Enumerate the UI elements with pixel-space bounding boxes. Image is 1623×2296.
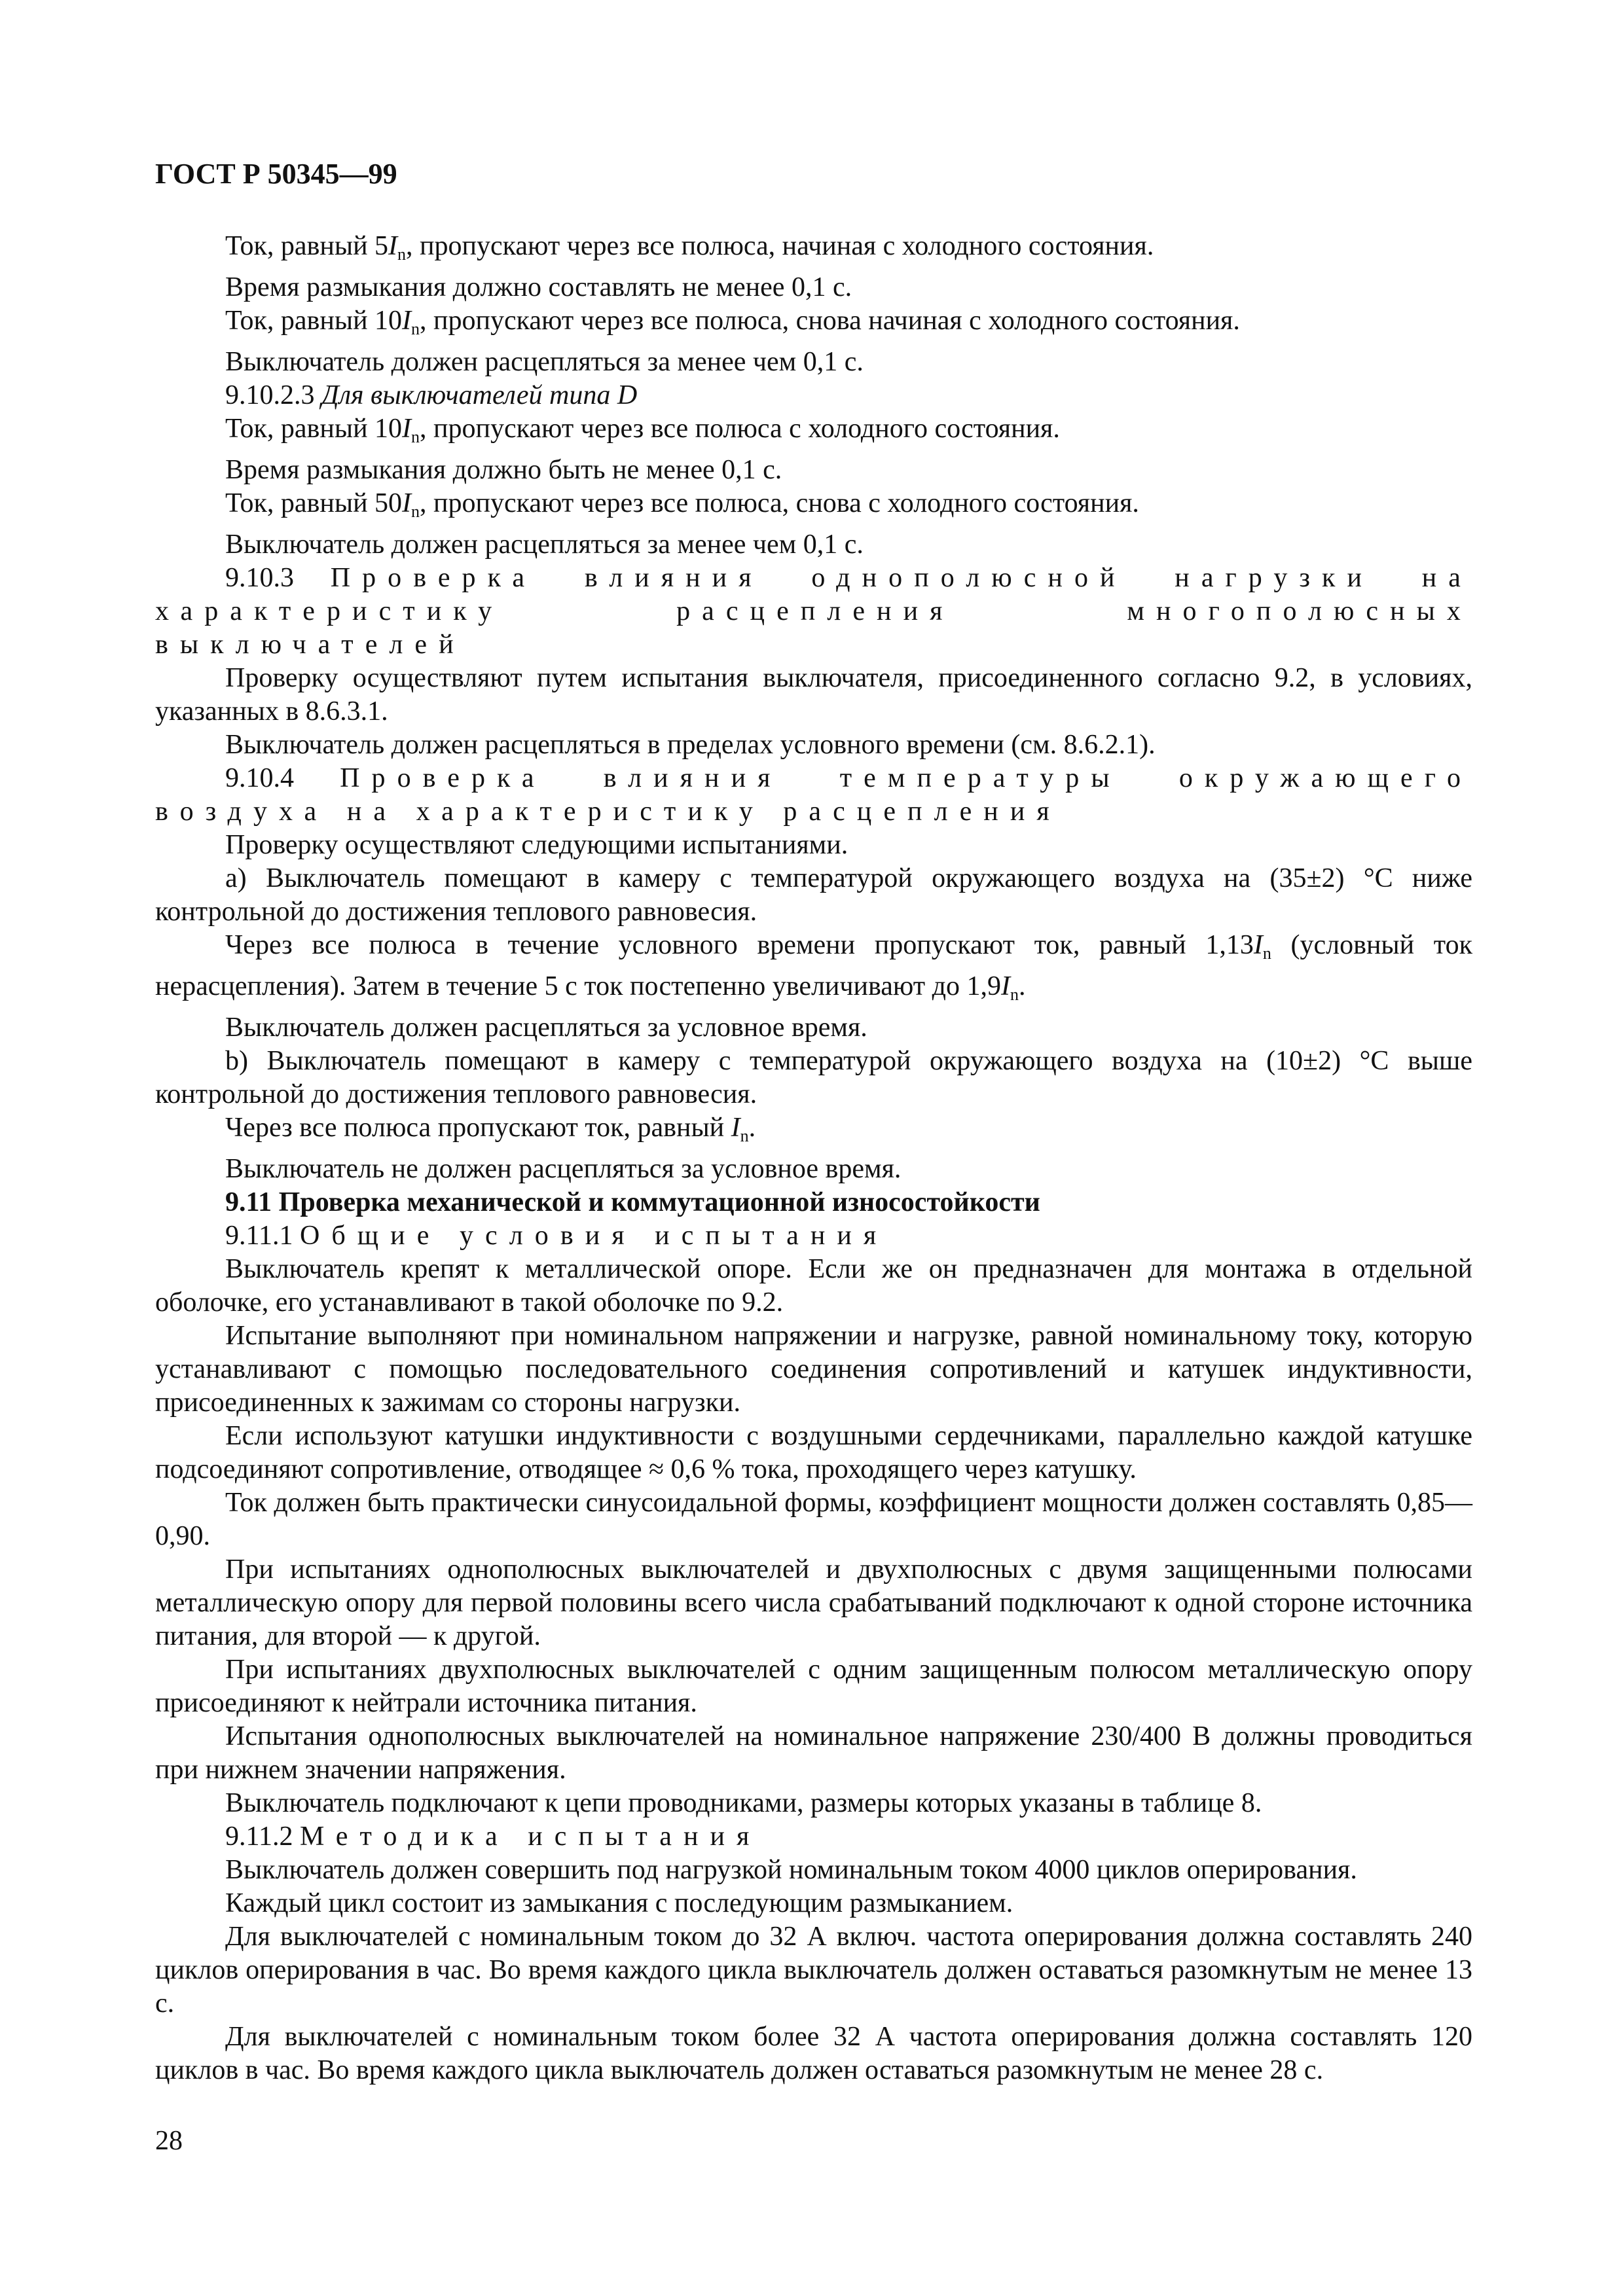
paragraph: Выключатель подключают к цепи проводниками, размеры которых указаны в таблице 8. (225, 1788, 1262, 1818)
paragraph: Для выключателей с номинальным током до 32 А включ. частота оперирования должна составлять 240 циклов оперирования в час. Во время каждого цикла выключатель должен оставаться разомкнутым не менее 13 с. (155, 1922, 1472, 2018)
paragraph: Время размыкания должно быть не менее 0,1 с. (225, 455, 782, 485)
subsection-heading: 9.11.2 Методика испытания (225, 1821, 761, 1852)
paragraph: Выключатель должен расцепляться за менее чем 0,1 с. (225, 529, 864, 560)
paragraph: Выключатель должен расцепляться за условное время. (225, 1013, 867, 1043)
paragraph: Выключатель не должен расцепляться за условное время. (225, 1154, 902, 1184)
paragraph: Если используют катушки индуктивности с воздушными сердечниками, параллельно каждой катушке подсоединяют сопротивление, отводящее ≈ 0,6 % тока, проходящего через катушку. (155, 1421, 1472, 1484)
paragraph: Ток, равный $50I_n$, пропускают через все полюса, снова с холодного состояния. (225, 488, 1139, 521)
paragraph: При испытаниях двухполюсных выключателей с одним защищенным полюсом металлическую опору присоединяют к нейтрали источника питания. (155, 1655, 1472, 1718)
subsection-heading: 9.10.2.3 Для выключателей типа D (225, 380, 638, 410)
paragraph: Каждый цикл состоит из замыкания с последующим размыканием. (225, 1888, 1013, 1918)
paragraph: Время размыкания должно составлять не менее 0,1 с. (225, 272, 852, 302)
paragraph: Ток, равный $10I_n$, пропускают через все полюса, снова начиная с холодного состояния. (225, 306, 1240, 338)
paragraph: Через все полюса пропускают ток, равный $I_n$. (225, 1113, 756, 1145)
paragraph: Через все полюса в течение условного времени пропускают ток, равный $1,13I_n$ (условный ток нерасцепления). Затем в течение 5 с ток постепенно увеличивают до $1,9I_n$. (155, 930, 1473, 1004)
paragraph: а) Выключатель помещают в камеру с температурой окружающего воздуха на (35±2) °С ниже контрольной до достижения теплового равновесия. (155, 863, 1472, 927)
paragraph: Проверку осуществляют следующими испытаниями. (225, 830, 848, 860)
paragraph: Испытание выполняют при номинальном напряжении и нагрузке, равной номинальному току, которую устанавливают с помощью последовательного соединения сопротивлений и катушек индуктивности, присоединенных к зажимам со стороны нагрузки. (155, 1321, 1472, 1418)
paragraph: Ток, равный $10I_n$, пропускают через все полюса с холодного состояния. (225, 414, 1060, 446)
page-number: 28 (155, 2126, 183, 2156)
subsection-heading: 9.10.3 Проверка влияния однополюсной нагрузки на характеристику расцепления многополюсных выключателей (155, 563, 1473, 660)
paragraph: Для выключателей с номинальным током более 32 А частота оперирования должна составлять 120 циклов в час. Во время каждого цикла выключатель должен оставаться разомкнутым не менее 28 с. (155, 2022, 1472, 2085)
section-heading: 9.11 Проверка механической и коммутационной износостойкости (225, 1187, 1040, 1217)
paragraph: Проверку осуществляют путем испытания выключателя, присоединенного согласно 9.2, в условиях, указанных в 8.6.3.1. (155, 663, 1472, 726)
paragraph: Выключатель должен расцепляться в пределах условного времени (см. 8.6.2.1). (225, 730, 1156, 760)
paragraph: b) Выключатель помещают в камеру с температурой окружающего воздуха на (10±2) °С выше контрольной до достижения теплового равновесия. (155, 1046, 1472, 1109)
paragraph: Ток, равный $5I_n$, пропускают через все полюса, начиная с холодного состояния. (225, 231, 1154, 264)
document-header: ГОСТ Р 50345—99 (155, 158, 397, 190)
paragraph: Выключатель крепят к металлической опоре. Если же он предназначен для монтажа в отдельной оболочке, его устанавливают в такой оболочке по 9.2. (155, 1254, 1472, 1318)
subsection-heading: 9.10.4 Проверка влияния температуры окружающего воздуха на характеристику расцепления (155, 763, 1472, 827)
paragraph: Ток должен быть практически синусоидальной формы, коэффициент мощности должен составлять 0,85—0,90. (155, 1488, 1472, 1551)
paragraph: Испытания однополюсных выключателей на номинальное напряжение 230/400 В должны проводиться при нижнем значении напряжения. (155, 1721, 1472, 1785)
paragraph: Выключатель должен совершить под нагрузкой номинальным током 4000 циклов оперирования. (225, 1855, 1357, 1885)
paragraph: Выключатель должен расцепляться за менее чем 0,1 с. (225, 347, 864, 377)
document-page (155, 157, 1472, 2087)
subsection-heading: 9.11.1 Общие условия испытания (225, 1221, 888, 1251)
paragraph: При испытаниях однополюсных выключателей и двухполюсных с двумя защищенными полюсами металлическую опору для первой половины всего числа срабатываний подключают к одной стороне источника питания, для второй — к другой. (155, 1554, 1472, 1651)
